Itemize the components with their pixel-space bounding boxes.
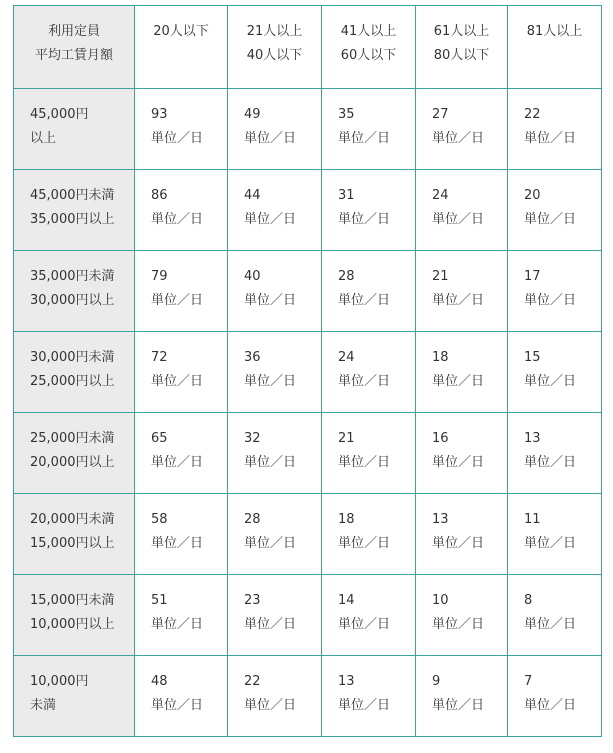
column-header-line-1: 61人以上 bbox=[433, 24, 490, 39]
rate-cell bbox=[322, 656, 416, 737]
rate-cell bbox=[322, 170, 416, 251]
rate-cell bbox=[135, 332, 228, 413]
rate-cell bbox=[228, 89, 322, 170]
row-header-cell bbox=[14, 494, 135, 575]
rate-unit: 単位／日 bbox=[524, 374, 577, 389]
rate-unit: 単位／日 bbox=[244, 212, 297, 227]
rate-cell bbox=[135, 89, 228, 170]
rate-cell bbox=[135, 251, 228, 332]
row-header-line: 15,000円以上 bbox=[30, 536, 115, 551]
rate-value: 48 bbox=[151, 674, 168, 689]
rate-cell bbox=[228, 494, 322, 575]
table-row bbox=[14, 332, 602, 413]
rate-cell bbox=[508, 413, 602, 494]
rate-value: 8 bbox=[524, 593, 533, 608]
row-header-line: 30,000円以上 bbox=[30, 293, 115, 308]
rate-cell bbox=[135, 170, 228, 251]
rate-value: 31 bbox=[338, 188, 355, 203]
rate-value: 27 bbox=[432, 107, 449, 122]
rate-value: 21 bbox=[338, 431, 355, 446]
rate-cell bbox=[416, 656, 508, 737]
column-header-line-1: 81人以上 bbox=[526, 24, 583, 39]
column-header-line-2: 80人以下 bbox=[433, 48, 490, 63]
rate-unit: 単位／日 bbox=[432, 374, 485, 389]
row-header-cell bbox=[14, 332, 135, 413]
column-header-20-or-less bbox=[135, 6, 228, 89]
rate-value: 15 bbox=[524, 350, 541, 365]
rate-value: 21 bbox=[432, 269, 449, 284]
rate-cell bbox=[135, 494, 228, 575]
rate-cell bbox=[416, 170, 508, 251]
rate-value: 16 bbox=[432, 431, 449, 446]
corner-header-line-1: 利用定員 bbox=[47, 24, 100, 39]
rate-unit: 単位／日 bbox=[338, 293, 391, 308]
rate-value: 49 bbox=[244, 107, 261, 122]
rate-value: 13 bbox=[432, 512, 449, 527]
rate-cell bbox=[135, 575, 228, 656]
row-header-line: 30,000円未満 bbox=[30, 350, 115, 365]
rate-unit: 単位／日 bbox=[524, 536, 577, 551]
rate-value: 13 bbox=[338, 674, 355, 689]
rate-cell bbox=[135, 413, 228, 494]
rate-value: 65 bbox=[151, 431, 168, 446]
row-header-line: 35,000円以上 bbox=[30, 212, 115, 227]
rate-unit: 単位／日 bbox=[151, 698, 204, 713]
rate-unit: 単位／日 bbox=[432, 131, 485, 146]
rate-value: 24 bbox=[338, 350, 355, 365]
rate-unit: 単位／日 bbox=[524, 698, 577, 713]
rate-value: 17 bbox=[524, 269, 541, 284]
column-header-21-40 bbox=[228, 6, 322, 89]
rate-unit: 単位／日 bbox=[151, 374, 204, 389]
row-header-line: 20,000円以上 bbox=[30, 455, 115, 470]
rate-unit: 単位／日 bbox=[338, 617, 391, 632]
rate-value: 9 bbox=[432, 674, 441, 689]
row-header-cell bbox=[14, 413, 135, 494]
rate-unit: 単位／日 bbox=[432, 536, 485, 551]
rate-unit: 単位／日 bbox=[244, 536, 297, 551]
rate-cell bbox=[228, 170, 322, 251]
table-row bbox=[14, 251, 602, 332]
rate-unit: 単位／日 bbox=[432, 698, 485, 713]
rate-unit: 単位／日 bbox=[432, 212, 485, 227]
rate-value: 72 bbox=[151, 350, 168, 365]
rate-value: 7 bbox=[524, 674, 533, 689]
rate-unit: 単位／日 bbox=[524, 455, 577, 470]
rate-cell bbox=[416, 89, 508, 170]
column-header-line-2: 40人以下 bbox=[246, 48, 303, 63]
row-header-cell bbox=[14, 170, 135, 251]
rate-value: 36 bbox=[244, 350, 261, 365]
table-row bbox=[14, 170, 602, 251]
rate-unit: 単位／日 bbox=[244, 131, 297, 146]
column-header-line-1: 21人以上 bbox=[246, 24, 303, 39]
row-header-line: 20,000円未満 bbox=[30, 512, 115, 527]
rate-value: 23 bbox=[244, 593, 261, 608]
corner-header-cell bbox=[14, 6, 135, 89]
row-header-line: 25,000円未満 bbox=[30, 431, 115, 446]
row-header-line: 10,000円 bbox=[30, 674, 89, 689]
table-row bbox=[14, 89, 602, 170]
rate-value: 13 bbox=[524, 431, 541, 446]
column-header-line-2: 60人以下 bbox=[340, 48, 397, 63]
rate-value: 40 bbox=[244, 269, 261, 284]
row-header-line: 未満 bbox=[30, 698, 57, 713]
rate-unit: 単位／日 bbox=[338, 374, 391, 389]
rate-cell bbox=[228, 251, 322, 332]
rate-cell bbox=[508, 251, 602, 332]
rate-value: 14 bbox=[338, 593, 355, 608]
rate-unit: 単位／日 bbox=[432, 617, 485, 632]
rate-unit: 単位／日 bbox=[151, 455, 204, 470]
row-header-cell bbox=[14, 89, 135, 170]
rate-value: 32 bbox=[244, 431, 261, 446]
rate-cell bbox=[416, 413, 508, 494]
rate-value: 22 bbox=[244, 674, 261, 689]
rate-unit: 単位／日 bbox=[338, 536, 391, 551]
rate-unit: 単位／日 bbox=[524, 131, 577, 146]
rate-cell bbox=[322, 575, 416, 656]
table-row bbox=[14, 413, 602, 494]
corner-header-line-2: 平均工賃月額 bbox=[34, 48, 113, 63]
rate-unit: 単位／日 bbox=[151, 212, 204, 227]
rate-cell bbox=[508, 89, 602, 170]
rate-cell bbox=[508, 656, 602, 737]
rate-value: 28 bbox=[244, 512, 261, 527]
rate-cell bbox=[228, 413, 322, 494]
rate-value: 24 bbox=[432, 188, 449, 203]
rate-value: 35 bbox=[338, 107, 355, 122]
rate-unit: 単位／日 bbox=[338, 131, 391, 146]
rate-unit: 単位／日 bbox=[524, 212, 577, 227]
rate-cell bbox=[508, 332, 602, 413]
row-header-line: 35,000円未満 bbox=[30, 269, 115, 284]
rate-unit: 単位／日 bbox=[524, 293, 577, 308]
rate-value: 58 bbox=[151, 512, 168, 527]
rate-value: 18 bbox=[432, 350, 449, 365]
rate-unit: 単位／日 bbox=[151, 536, 204, 551]
row-header-line: 45,000円未満 bbox=[30, 188, 115, 203]
rate-cell bbox=[322, 413, 416, 494]
rate-cell bbox=[228, 575, 322, 656]
rate-cell bbox=[322, 494, 416, 575]
column-header-line-1: 20人以下 bbox=[153, 24, 209, 39]
rate-unit: 単位／日 bbox=[244, 617, 297, 632]
rate-unit: 単位／日 bbox=[244, 374, 297, 389]
rate-table-container bbox=[13, 5, 602, 737]
column-header-81-or-more bbox=[508, 6, 602, 89]
rate-value: 86 bbox=[151, 188, 168, 203]
rate-value: 79 bbox=[151, 269, 168, 284]
row-header-line: 45,000円 bbox=[30, 107, 89, 122]
table-row bbox=[14, 575, 602, 656]
table-row bbox=[14, 494, 602, 575]
rate-value: 18 bbox=[338, 512, 355, 527]
rate-unit: 単位／日 bbox=[244, 698, 297, 713]
row-header-line: 10,000円以上 bbox=[30, 617, 115, 632]
rate-value: 28 bbox=[338, 269, 355, 284]
rate-unit: 単位／日 bbox=[524, 617, 577, 632]
rate-unit: 単位／日 bbox=[338, 455, 391, 470]
rate-cell bbox=[322, 251, 416, 332]
rate-value: 93 bbox=[151, 107, 168, 122]
rate-value: 51 bbox=[151, 593, 168, 608]
rate-unit: 単位／日 bbox=[432, 293, 485, 308]
row-header-line: 15,000円未満 bbox=[30, 593, 115, 608]
rate-cell bbox=[508, 170, 602, 251]
rate-cell bbox=[508, 575, 602, 656]
rate-unit: 単位／日 bbox=[151, 617, 204, 632]
rate-value: 10 bbox=[432, 593, 449, 608]
rate-value: 11 bbox=[524, 512, 541, 527]
table-row bbox=[14, 656, 602, 737]
rate-cell bbox=[508, 494, 602, 575]
column-header-41-60 bbox=[322, 6, 416, 89]
rate-unit: 単位／日 bbox=[338, 212, 391, 227]
rate-unit: 単位／日 bbox=[244, 293, 297, 308]
rate-cell bbox=[416, 494, 508, 575]
row-header-line: 以上 bbox=[30, 131, 57, 146]
rate-unit: 単位／日 bbox=[151, 131, 204, 146]
row-header-line: 25,000円以上 bbox=[30, 374, 115, 389]
rate-table-body bbox=[14, 89, 602, 737]
rate-cell bbox=[135, 656, 228, 737]
rate-cell bbox=[228, 656, 322, 737]
rate-cell bbox=[228, 332, 322, 413]
rate-cell bbox=[416, 251, 508, 332]
row-header-cell bbox=[14, 251, 135, 332]
rate-unit: 単位／日 bbox=[338, 698, 391, 713]
row-header-cell bbox=[14, 656, 135, 737]
rate-cell bbox=[416, 332, 508, 413]
rate-table bbox=[13, 5, 602, 737]
rate-cell bbox=[322, 89, 416, 170]
rate-unit: 単位／日 bbox=[432, 455, 485, 470]
rate-cell bbox=[416, 575, 508, 656]
rate-cell bbox=[322, 332, 416, 413]
column-header-61-80 bbox=[416, 6, 508, 89]
header-row bbox=[14, 6, 602, 89]
rate-value: 22 bbox=[524, 107, 541, 122]
rate-value: 20 bbox=[524, 188, 541, 203]
column-header-line-1: 41人以上 bbox=[340, 24, 397, 39]
rate-value: 44 bbox=[244, 188, 261, 203]
rate-unit: 単位／日 bbox=[244, 455, 297, 470]
rate-unit: 単位／日 bbox=[151, 293, 204, 308]
row-header-cell bbox=[14, 575, 135, 656]
